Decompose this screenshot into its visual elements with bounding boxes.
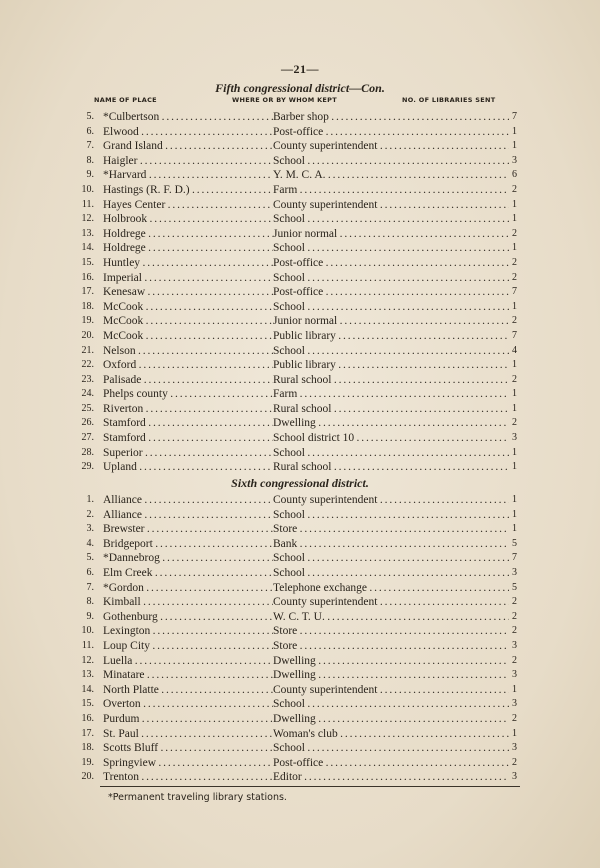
table-row (0, 770, 600, 785)
table-row (0, 329, 600, 344)
place-name: McCook . . . (103, 314, 273, 329)
library-count: 3 (512, 639, 517, 651)
place-name: Stamford . . . (103, 416, 273, 431)
row-number: 26. (81, 417, 94, 429)
library-count: 1 (512, 446, 517, 458)
table-row (0, 314, 600, 329)
table-row (0, 683, 600, 698)
row-number: 16. (81, 712, 94, 724)
column-header-name: NAME OF PLACE (94, 96, 157, 104)
row-number: 13. (81, 669, 94, 681)
table-row (0, 373, 600, 388)
kept-by: School . . . (273, 446, 509, 461)
table-row (0, 271, 600, 286)
place-name: Minatare . . . (103, 668, 273, 683)
kept-by: Dwelling . . . (273, 416, 509, 431)
kept-by: Junior normal . . . (273, 314, 509, 329)
place-name: McCook . . . (103, 329, 273, 344)
row-number: 24. (81, 388, 94, 400)
fifth-district-table (0, 110, 600, 475)
kept-by: School . . . (273, 344, 509, 359)
place-name: Holdrege . . . (103, 241, 273, 256)
library-count: 3 (512, 669, 517, 681)
place-name: Scotts Bluff . . . (103, 741, 273, 756)
place-name: Overton . . . (103, 697, 273, 712)
library-count: 2 (512, 183, 517, 195)
kept-by: Store . . . (273, 639, 509, 654)
kept-by: Store . . . (273, 624, 509, 639)
row-number: 25. (81, 402, 94, 414)
library-count: 5 (512, 537, 517, 549)
kept-by: Rural school . . . (273, 460, 509, 475)
row-number: 28. (81, 446, 94, 458)
place-name: Loup City . . . (103, 639, 273, 654)
place-name: Riverton . . . (103, 402, 273, 417)
table-row (0, 139, 600, 154)
column-header-count: NO. OF LIBRARIES SENT (402, 96, 496, 104)
column-header-where: WHERE OR BY WHOM KEPT (232, 96, 337, 104)
place-name: Huntley . . . (103, 256, 273, 271)
library-count: 1 (512, 461, 517, 473)
library-count: 1 (512, 125, 517, 137)
row-number: 8. (86, 596, 94, 608)
place-name: Brewster . . . (103, 522, 273, 537)
library-count: 1 (512, 727, 517, 739)
library-count: 2 (512, 315, 517, 327)
place-name: Elm Creek . . . (103, 566, 273, 581)
table-row (0, 595, 600, 610)
table-row (0, 712, 600, 727)
kept-by: Dwelling . . . (273, 668, 509, 683)
library-count: 7 (512, 286, 517, 298)
library-count: 1 (512, 494, 517, 505)
table-row (0, 493, 600, 508)
row-number: 14. (81, 683, 94, 695)
row-number: 9. (86, 610, 94, 622)
place-name: Haigler . . . (103, 154, 273, 169)
kept-by: County superintendent . . . (273, 139, 509, 154)
kept-by: Telephone exchange . . . (273, 581, 509, 596)
row-number: 15. (81, 256, 94, 268)
row-number: 13. (81, 227, 94, 239)
row-number: 21. (81, 344, 94, 356)
table-row (0, 431, 600, 446)
kept-by: School . . . (273, 212, 509, 227)
row-number: 10. (81, 183, 94, 195)
footnote-rule (100, 786, 520, 787)
kept-by: Rural school . . . (273, 373, 509, 388)
row-number: 11. (81, 639, 94, 651)
library-count: 3 (512, 742, 517, 754)
kept-by: Bank . . . (273, 537, 509, 552)
place-name: Alliance . . . (103, 508, 273, 523)
kept-by: School . . . (273, 300, 509, 315)
library-count: 2 (512, 596, 517, 608)
table-row (0, 402, 600, 417)
kept-by: Editor . . . (273, 770, 509, 785)
kept-by: School . . . (273, 741, 509, 756)
place-name: *Dannebrog . . . (103, 551, 273, 566)
kept-by: Dwelling . . . (273, 654, 509, 669)
footnote: *Permanent traveling library stations. (108, 792, 287, 803)
kept-by: Public library . . . (273, 358, 509, 373)
kept-by: W. C. T. U. . . . (273, 610, 509, 625)
row-number: 18. (81, 300, 94, 312)
row-number: 14. (81, 242, 94, 254)
table-row (0, 183, 600, 198)
library-count: 2 (512, 756, 517, 768)
place-name: Grand Island . . . (103, 139, 273, 154)
page-number: —21— (281, 62, 319, 76)
place-name: Superior . . . (103, 446, 273, 461)
library-count: 1 (512, 683, 517, 695)
row-number: 23. (81, 373, 94, 385)
table-row (0, 198, 600, 213)
table-row (0, 756, 600, 771)
library-count: 2 (512, 654, 517, 666)
kept-by: School . . . (273, 271, 509, 286)
place-name: Gothenburg . . . (103, 610, 273, 625)
table-row (0, 741, 600, 756)
row-number: 22. (81, 359, 94, 371)
library-count: 2 (512, 712, 517, 724)
library-count: 2 (512, 625, 517, 637)
table-row (0, 508, 600, 523)
row-number: 5. (86, 552, 94, 564)
place-name: Springview . . . (103, 756, 273, 771)
table-row (0, 639, 600, 654)
table-row (0, 344, 600, 359)
place-name: Imperial . . . (103, 271, 273, 286)
kept-by: Woman's club . . . (273, 727, 509, 742)
kept-by: Junior normal . . . (273, 227, 509, 242)
table-row (0, 227, 600, 242)
table-row (0, 256, 600, 271)
library-count: 7 (512, 552, 517, 564)
place-name: *Culbertson . . . (103, 110, 273, 125)
table-row (0, 110, 600, 125)
kept-by: County superintendent . . . (273, 493, 509, 508)
kept-by: School . . . (273, 566, 509, 581)
place-name: Nelson . . . (103, 344, 273, 359)
library-count: 2 (512, 610, 517, 622)
library-count: 1 (512, 402, 517, 414)
row-number: 16. (81, 271, 94, 283)
row-number: 10. (81, 625, 94, 637)
kept-by: School . . . (273, 508, 509, 523)
table-row (0, 581, 600, 596)
library-count: 1 (512, 140, 517, 152)
row-number: 15. (81, 698, 94, 710)
place-name: Kenesaw . . . (103, 285, 273, 300)
sixth-district-heading: Sixth congressional district. (231, 476, 369, 490)
library-count: 5 (512, 581, 517, 593)
table-row (0, 285, 600, 300)
row-number: 1. (86, 494, 94, 505)
library-count: 7 (512, 111, 517, 122)
library-count: 3 (512, 698, 517, 710)
kept-by: Barber shop . . . (273, 110, 509, 125)
table-row (0, 460, 600, 475)
kept-by: County superintendent . . . (273, 683, 509, 698)
row-number: 6. (86, 566, 94, 578)
library-count: 2 (512, 256, 517, 268)
place-name: Purdum . . . (103, 712, 273, 727)
row-number: 7. (86, 581, 94, 593)
row-number: 20. (81, 329, 94, 341)
row-number: 17. (81, 286, 94, 298)
row-number: 11. (81, 198, 94, 210)
library-count: 2 (512, 227, 517, 239)
place-name: North Platte . . . (103, 683, 273, 698)
kept-by: Post-office . . . (273, 285, 509, 300)
table-row (0, 212, 600, 227)
table-row (0, 300, 600, 315)
table-row (0, 358, 600, 373)
place-name: Stamford . . . (103, 431, 273, 446)
place-name: Oxford . . . (103, 358, 273, 373)
kept-by: School district 10 . . . (273, 431, 509, 446)
place-name: Bridgeport . . . (103, 537, 273, 552)
table-row (0, 727, 600, 742)
kept-by: County superintendent . . . (273, 198, 509, 213)
kept-by: Post-office . . . (273, 256, 509, 271)
column-headers (0, 96, 600, 108)
row-number: 7. (86, 140, 94, 152)
place-name: Lexington . . . (103, 624, 273, 639)
library-count: 1 (512, 388, 517, 400)
kept-by: County superintendent . . . (273, 595, 509, 610)
place-name: Hayes Center . . . (103, 198, 273, 213)
place-name: Luella . . . (103, 654, 273, 669)
row-number: 19. (81, 315, 94, 327)
library-count: 2 (512, 373, 517, 385)
row-number: 20. (81, 771, 94, 783)
place-name: Upland . . . (103, 460, 273, 475)
row-number: 4. (86, 537, 94, 549)
library-count: 1 (512, 523, 517, 535)
table-row (0, 566, 600, 581)
library-count: 3 (512, 432, 517, 444)
library-count: 1 (512, 359, 517, 371)
table-row (0, 551, 600, 566)
kept-by: Post-office . . . (273, 756, 509, 771)
kept-by: School . . . (273, 697, 509, 712)
kept-by: School . . . (273, 241, 509, 256)
place-name: Palisade . . . (103, 373, 273, 388)
row-number: 3. (86, 523, 94, 535)
place-name: *Harvard . . . (103, 168, 273, 183)
kept-by: Dwelling . . . (273, 712, 509, 727)
row-number: 27. (81, 432, 94, 444)
table-row (0, 697, 600, 712)
place-name: St. Paul . . . (103, 727, 273, 742)
row-number: 18. (81, 742, 94, 754)
table-row (0, 446, 600, 461)
table-row (0, 668, 600, 683)
kept-by: Post-office . . . (273, 125, 509, 140)
library-count: 7 (512, 329, 517, 341)
kept-by: Farm . . . (273, 183, 509, 198)
kept-by: Public library . . . (273, 329, 509, 344)
library-count: 1 (512, 198, 517, 210)
place-name: Holbrook . . . (103, 212, 273, 227)
library-count: 1 (512, 242, 517, 254)
place-name: Phelps county . . . (103, 387, 273, 402)
table-row (0, 168, 600, 183)
row-number: 8. (86, 154, 94, 166)
place-name: *Gordon . . . (103, 581, 273, 596)
kept-by: Store . . . (273, 522, 509, 537)
library-count: 2 (512, 417, 517, 429)
kept-by: School . . . (273, 154, 509, 169)
library-count: 2 (512, 271, 517, 283)
place-name: Alliance . . . (103, 493, 273, 508)
library-count: 4 (512, 344, 517, 356)
table-row (0, 610, 600, 625)
kept-by: Y. M. C. A. . . . (273, 168, 509, 183)
fifth-district-heading: Fifth congressional district—Con. (215, 81, 385, 95)
table-row (0, 125, 600, 140)
place-name: Hastings (R. F. D.) . . . (103, 183, 273, 198)
place-name: Kimball . . . (103, 595, 273, 610)
library-count: 1 (512, 213, 517, 225)
table-row (0, 241, 600, 256)
library-count: 1 (512, 300, 517, 312)
table-row (0, 654, 600, 669)
row-number: 29. (81, 461, 94, 473)
library-count: 3 (512, 771, 517, 783)
row-number: 5. (86, 111, 94, 122)
row-number: 19. (81, 756, 94, 768)
library-count: 1 (512, 508, 517, 520)
kept-by: Farm . . . (273, 387, 509, 402)
kept-by: School . . . (273, 551, 509, 566)
table-row (0, 624, 600, 639)
row-number: 17. (81, 727, 94, 739)
library-count: 3 (512, 566, 517, 578)
place-name: McCook . . . (103, 300, 273, 315)
library-count: 3 (512, 154, 517, 166)
table-row (0, 154, 600, 169)
library-count: 6 (512, 169, 517, 181)
row-number: 6. (86, 125, 94, 137)
place-name: Holdrege . . . (103, 227, 273, 242)
kept-by: Rural school . . . (273, 402, 509, 417)
place-name: Trenton . . . (103, 770, 273, 785)
table-row (0, 387, 600, 402)
table-row (0, 416, 600, 431)
row-number: 2. (86, 508, 94, 520)
table-row (0, 537, 600, 552)
row-number: 12. (81, 654, 94, 666)
row-number: 9. (86, 169, 94, 181)
sixth-district-table (0, 493, 600, 785)
row-number: 12. (81, 213, 94, 225)
table-row (0, 522, 600, 537)
place-name: Elwood . . . (103, 125, 273, 140)
